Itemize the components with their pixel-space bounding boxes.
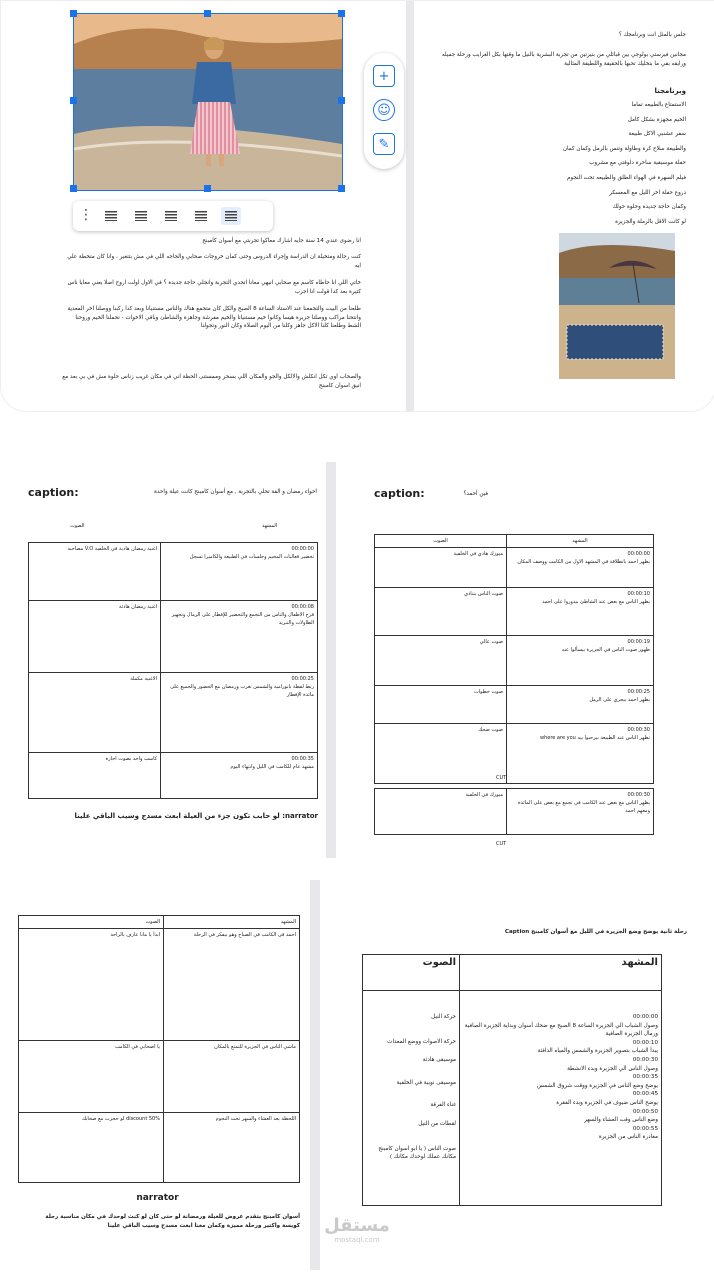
resize-handle-bm[interactable] (204, 185, 211, 192)
table-row (29, 673, 318, 753)
break-text-icon[interactable] (161, 207, 181, 225)
program-item: دروع حفلة اخر الليل مع المعسكر (609, 189, 686, 196)
scene-text: وصول الشباب الي الجزيرة الساعة 8 الصبح مع ضحك أسوان وبداية الجزيرة الصافية ورمال الجزيرة الصافية (464, 1022, 658, 1038)
script-doc-ahmed (338, 470, 668, 850)
col-scene-header: المشهد (507, 535, 654, 548)
script-table-2 (374, 788, 654, 835)
scene-text: ظهور صوت الناس في الجزيرة بيسألوا عنه (561, 647, 650, 653)
sound-cell: صوت خطوات (375, 686, 507, 724)
scene-cell (507, 724, 654, 784)
narrator-title: narrator (136, 1193, 179, 1203)
sound-line: حركة الاصوات ووضع المعدات (387, 1038, 456, 1045)
col-sound-header: الصوت (70, 523, 85, 529)
resize-handle-br[interactable] (338, 185, 345, 192)
narrator-line: narrator: لو حابب تكون جزء من العيلة ابعث مسدج وسيب الباقي علينا (74, 812, 318, 820)
scene-text: يظهر احمد بانطلاقة في المشهد الاول من الكامب ووصف المكان (517, 559, 650, 565)
sound-line: موسيقى هادئة (422, 1057, 456, 1064)
sound-cell: كاسب واحد بصوت اجازة (29, 753, 161, 799)
program-item: وكمان حاجة جديدة وحلوة حولك (612, 204, 686, 211)
sound-cell: يا اصحابي في الكامب (19, 1041, 164, 1113)
script-doc-ramadan (22, 470, 324, 848)
watermark-arabic: مستقل (324, 1215, 390, 1236)
time-code: 00:00:45 (632, 1091, 658, 1098)
sound-cell (363, 991, 460, 1206)
sound-cell: صوت ضحك (375, 724, 507, 784)
scene-cell (161, 543, 318, 601)
cut-label: CUT (496, 841, 507, 847)
doc-title: فين أحمد؟ (463, 491, 488, 497)
mostaql-watermark (322, 1215, 392, 1244)
sound-cell: الاغنية مكملة (29, 673, 161, 753)
front-of-text-icon[interactable] (221, 207, 241, 225)
wrap-inline-icon[interactable] (101, 207, 121, 225)
sound-cell: اغنية رمضان هادية في الخلفية V.O مصاحبة (29, 543, 161, 601)
sound-line: غناء الفرقة (430, 1102, 456, 1109)
program-list (431, 101, 686, 232)
col-sound-header: الصوت (363, 955, 460, 991)
scene-cell (507, 789, 654, 835)
sound-line: صوت الناس ( يا ابو اسوان كامبنج مكانك عملك لوحدك مكانك ) (378, 1145, 456, 1161)
table-row (19, 1113, 300, 1183)
page-divider (326, 462, 336, 858)
scene-cell (507, 686, 654, 724)
time-code: 00:00:19 (627, 639, 650, 645)
more-options-icon[interactable]: ⋮ (79, 207, 93, 223)
sound-line: موسيقى نوبية في الخلفية (396, 1079, 456, 1086)
time-code: 00:00:25 (291, 676, 314, 682)
program-item: لو كانت الاقل بالرملة والجزيرة (615, 218, 686, 225)
paragraph-3: طلعنا من البيت والتجمعنا عند الاستاد الساعة 8 الصبح والكل كان متجمع هناك والناس مستنيانا وبعد كدا ركبنا ووصلنا اخر المعدية وانتحنا مراكب ووصلنا جزيرة هيسا وكانوا خيم مستنيانا والخيم مفرشة وجاهزة والشاطئ وباقي الاخوات - تحملنا الخيم وروحنا الشط وطلعنا كلنا الاكل جاهز وكلنا من اليوم الصلاة وكان النور وتجولنا (67, 306, 361, 330)
image-wrap-toolbar (73, 201, 273, 231)
scene-text: ربط لقطة بانورامية والشمس تغرب ورمضان مع الحضور والجميع على مائدة الإفطار (170, 684, 314, 698)
scene-text: يظهر احمد بيجري على الرمل (589, 697, 650, 703)
resize-handle-tr[interactable] (338, 10, 345, 17)
scene-text: مشهد عام للكامب في الليل وانتهاء اليوم (230, 764, 314, 770)
narrator-text: أسوان كامبنج بتقدم عروض للعيلة ورمضانة لو حتى كان لو كنت لوحدك في مكان مناسبة رحلة كويسة واكتير ورحلة مميزة وكمان معنا ابعت مسدج وسيب الباقي علينا (45, 1214, 300, 1229)
scene-text: يظهر الناس مع بعض عند الكامب في تجمع مع بعض على المائدة ومعهم احمد (517, 800, 650, 814)
table-row (363, 991, 662, 1206)
script-table (18, 915, 300, 1183)
resize-handle-ml[interactable] (70, 97, 77, 104)
col-scene-header: المشهد (460, 955, 662, 991)
cut-label: CUT (496, 775, 507, 781)
script-doc-bottom-right (322, 880, 692, 1270)
page-divider (310, 880, 320, 1270)
scene-text: وصول الناس الي الجزيرة وبدء الانشطة (567, 1065, 658, 1072)
table-row (29, 753, 318, 799)
right-paragraph: مجانين فيرستي بولوجي بين قبائلي من بنيرتين من تجربة البشرية بالنيل ما وقتها بكل الغرايب ورحلة جميله ورايقه بقي ما بتخليك تحبها بالحقيقة واللطيفة المثالية (441, 52, 686, 67)
table-row (19, 1041, 300, 1113)
table-row (375, 686, 654, 724)
sound-cell: اغنية رمضان هادئة (29, 601, 161, 673)
scene-text: فرح الاطفال والناس من التجمع والتحضير للإفطار على الرمال وتجهيز الطاولات والتبريد (171, 612, 314, 626)
doc-title: رحلة ثانية يوضح وضع الجزيرة في الليل مع أسوان كامبنج Caption (504, 929, 687, 935)
sound-cell: صوت عالي (375, 636, 507, 686)
time-code: 00:00:35 (632, 1074, 658, 1081)
scene-text: يبدأ الشباب بتصوير الجزيرة والشمس والمياه الدافئة (537, 1048, 658, 1055)
scene-cell: ماشي الناس في الجزيرة للتمتع بالمكان (164, 1041, 300, 1113)
time-code: 00:00:30 (627, 727, 650, 733)
table-row (375, 588, 654, 636)
scene-cell (507, 636, 654, 686)
page-divider (406, 1, 414, 411)
program-item: والطبيعة سلاح كرة وطاولة وتنس بالرمل وكمان كمان (562, 145, 686, 152)
scene-cell (161, 601, 318, 673)
beach-photo-woman[interactable] (73, 13, 343, 191)
sound-line: حركة النيل (431, 1014, 456, 1020)
table-row (375, 636, 654, 686)
side-action-panel (364, 53, 404, 169)
sound-line: لقطات من النيل (418, 1120, 456, 1127)
table-header-row (375, 535, 654, 548)
program-heading: وبرنامجنا (654, 87, 686, 95)
caption-label: caption: (374, 487, 425, 500)
program-item: الخيم مجهزة بشكل كامل (627, 116, 686, 123)
scene-text: مغادرة الناس من الجزيرة (598, 1134, 658, 1141)
col-sound-header: الصوت (375, 535, 507, 548)
paragraph-4: والصحاب اوي تكل انكلش والالكل والجو والمكان اللي بسحر وممستنى الحظة اني في مكان غريب زناس حلوة مش في بي بعد مع انيق اسوان كامبنج (62, 374, 361, 389)
paragraph-1: كنت رحالة ومتخيلة ان الدراسة وإجراء الدروس وحتى كمان خروجات صحابي والحاجه اللي في مش بتتغير ، وانا كان متخطة علي ايه (67, 254, 361, 269)
scene-cell: احمد فى الكامب في الصباح وهو بيفكر في الرحلة (164, 929, 300, 1041)
script-table (374, 534, 654, 784)
scene-cell (460, 991, 662, 1206)
table-row (375, 724, 654, 784)
time-code: 00:00:10 (627, 591, 650, 597)
time-code: 00:00:55 (632, 1125, 658, 1132)
watermark-url: mostaql.com (334, 1236, 380, 1244)
script-table (362, 954, 662, 1206)
scene-cell: اللحظة بعد العشاء والسهر تحت النجوم (164, 1113, 300, 1183)
suggest-edits-icon[interactable]: ✎ (373, 133, 395, 155)
scene-text: يوضح وضع الناس في الجزيرة ووقت شروق الشمس (536, 1082, 658, 1089)
scene-text: وضع الناس وقت العشاء والسهر (584, 1117, 658, 1124)
time-code: 00:00:08 (291, 604, 314, 610)
right-doc-page (421, 1, 691, 401)
scene-cell (507, 588, 654, 636)
col-scene-header: المشهد (262, 523, 278, 529)
sound-cell: صوت الناس بتنادي (375, 588, 507, 636)
time-code: 00:00:25 (627, 689, 650, 695)
resize-handle-tl[interactable] (70, 10, 77, 17)
table-row (375, 789, 654, 835)
camp-beach-photo (559, 233, 675, 379)
time-code: 00:00:10 (632, 1039, 658, 1046)
table-row (29, 543, 318, 601)
time-code: 00:00:00 (291, 546, 314, 552)
right-heading: جلس بالمثل انت وبرنامجك ؟ (618, 32, 686, 38)
scene-text: يظهر الناس مع بعض عند الشاطئ بيدوروا على احمد (542, 599, 650, 605)
col-sound-header: الصوت (19, 916, 164, 929)
sound-cell: ابدأ يا مانا عارف بالراحة (19, 929, 164, 1041)
add-comment-icon[interactable]: + (373, 65, 395, 87)
add-emoji-icon[interactable]: ☺ (373, 99, 395, 121)
table-row (19, 929, 300, 1041)
program-item: الاستمتاع بالطبيعه تماما (631, 102, 686, 108)
time-code: 00:00:30 (627, 792, 650, 798)
script-table (28, 542, 318, 799)
intro-heading: انا رضوى عندي 14 سنة جايه اشارك معاكوا تجربتي مع أسوان كامبنج (202, 238, 361, 244)
program-item: حفلة موسيقية ساحرة دلوقتي مع مشروب (589, 160, 686, 167)
scene-text: تظهر الناس عند الطبيعة بيرحبوا بيه where are you (539, 735, 650, 741)
table-header-row (19, 916, 300, 929)
sound-cell: ميوزك في الخلفية (375, 789, 507, 835)
scene-cell (507, 548, 654, 588)
time-code: 00:00:00 (627, 551, 650, 557)
scene-cell (161, 753, 318, 799)
scene-text: يوضح الناس ضيوف في الجزيرة وبدء الفقرة (556, 1099, 658, 1106)
time-code: 00:00:50 (632, 1108, 658, 1115)
caption-label: caption: (28, 486, 79, 499)
beach-photo-art (74, 14, 342, 190)
left-doc-page (21, 1, 381, 401)
table-row (375, 548, 654, 588)
time-code: 00:00:30 (632, 1056, 658, 1063)
paragraph-2: خاتي اللي انا حاطاه كاسم مع صحابي انيهي معانا اتحدي التجربة وانجلي حاجة جديدة ؟ في الاول اولت اروح اصلا يعني معايا ناس كتيرة بعد كدا قولت انا اجرب (67, 280, 361, 295)
program-item: سفر عشنبي الاكل طبيعة (628, 131, 686, 138)
wrap-text-icon[interactable] (131, 207, 151, 225)
program-item: فيلم السهرة في الهواء الطلق والطبيعه تحت النجوم (566, 174, 686, 181)
sound-cell: ميوزك هادي في الخلفية (375, 548, 507, 588)
scene-cell (161, 673, 318, 753)
table-row (29, 601, 318, 673)
sound-cell: discount 50% لو حجزت مع صحابك (19, 1113, 164, 1183)
behind-text-icon[interactable] (191, 207, 211, 225)
scene-text: تحضير فعاليات المخيم وجلسات في الطبيعة والكاميرا تسجل (189, 554, 314, 560)
time-code: 00:00:35 (291, 756, 314, 762)
resize-handle-bl[interactable] (70, 185, 77, 192)
top-document-page (0, 0, 714, 412)
camp-photo-art (559, 233, 675, 379)
doc-title: احواء رمضان و الفة تحلي بالتجربة , مع أسوان كامبنج كانت عيلة واحدة (154, 489, 317, 495)
col-scene-header: المشهد (164, 916, 300, 929)
table-header-row (363, 955, 662, 991)
script-doc-bottom-left (10, 895, 305, 1265)
resize-handle-mr[interactable] (338, 97, 345, 104)
resize-handle-tm[interactable] (204, 10, 211, 17)
time-code: 00:00:00 (632, 1014, 658, 1020)
